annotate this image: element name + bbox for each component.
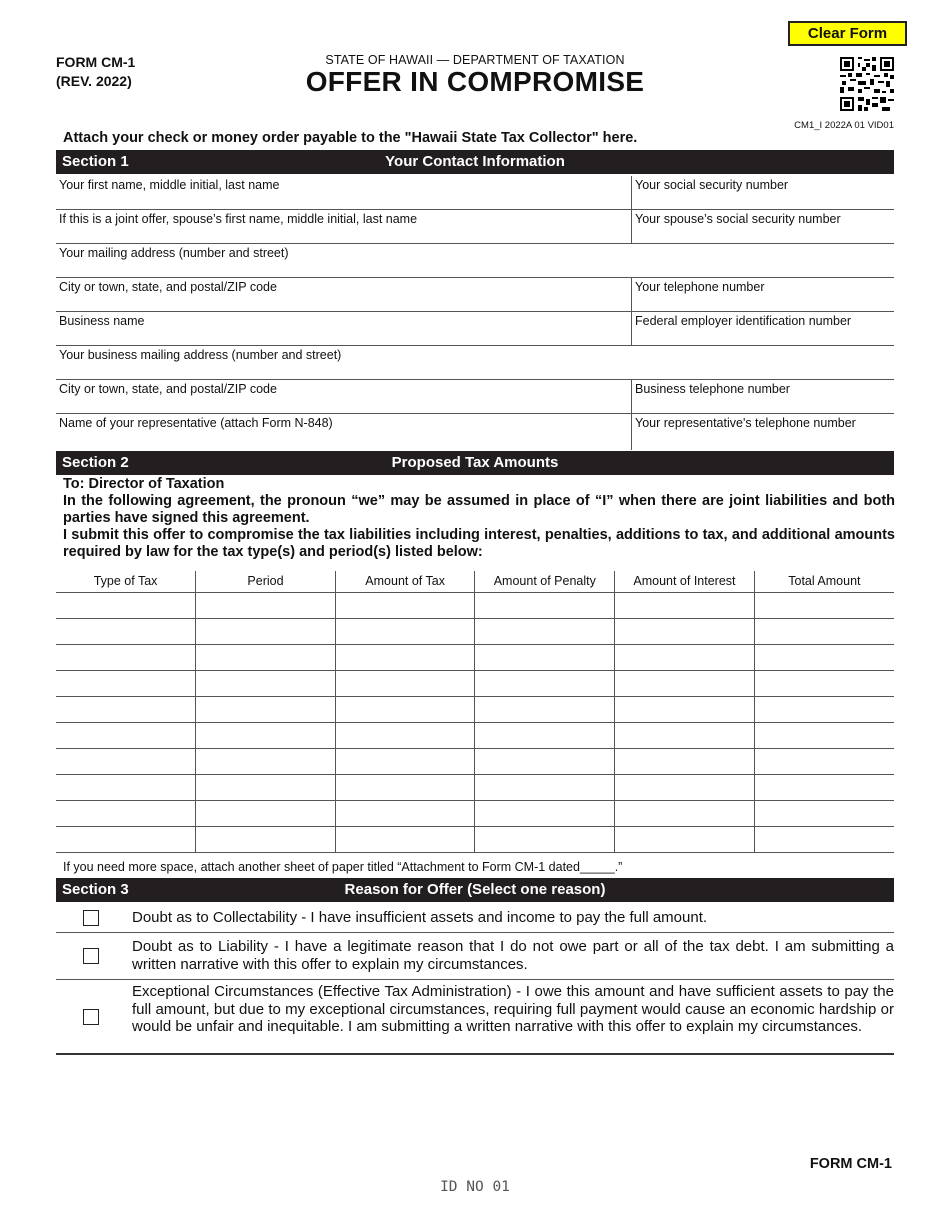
table-row (56, 774, 894, 800)
id-number: ID NO 01 (440, 1179, 510, 1195)
table-cell[interactable] (475, 618, 615, 644)
fein-field[interactable]: Federal employer identification number (631, 312, 894, 346)
clear-form-button[interactable]: Clear Form (788, 21, 907, 46)
city-state-zip-field[interactable]: City or town, state, and postal/ZIP code (56, 278, 631, 312)
table-cell[interactable] (754, 722, 894, 748)
section-3-header (56, 878, 894, 902)
first-name-input[interactable] (59, 194, 628, 208)
table-cell[interactable] (615, 670, 755, 696)
liability-text: Doubt as to Liability - I have a legitimate reason that I do not owe part or all of the tax debt. I am submitting a written narrative with this offer to explain my circumstances. (132, 938, 894, 973)
spouse-ssn-field[interactable]: Your spouse’s social security number (631, 210, 894, 244)
attach-payment-note: Attach your check or money order payable to the "Hawaii State Tax Collector" here. (63, 130, 638, 146)
table-cell[interactable] (475, 826, 615, 852)
city-state-zip-input[interactable] (59, 296, 628, 310)
table-row (56, 644, 894, 670)
table-cell[interactable] (475, 722, 615, 748)
tax-table-body (56, 592, 894, 852)
spouse-name-field[interactable]: If this is a joint offer, spouse’s first name, middle initial, last name (56, 210, 631, 244)
section-1-header (56, 150, 894, 174)
business-city-field[interactable]: City or town, state, and postal/ZIP code (56, 380, 631, 414)
business-address-field[interactable]: Your business mailing address (number and street) (56, 346, 894, 380)
contact-row-5 (56, 312, 894, 346)
reason-exceptional (56, 980, 894, 1055)
table-cell[interactable] (196, 696, 336, 722)
page-title: OFFER IN COMPROMISE (305, 66, 645, 97)
contact-row-4 (56, 278, 894, 312)
table-row (56, 670, 894, 696)
table-header-row (56, 571, 894, 592)
table-cell[interactable] (56, 774, 196, 800)
table-cell[interactable] (196, 800, 336, 826)
table-row (56, 826, 894, 852)
telephone-field[interactable]: Your telephone number (631, 278, 894, 312)
table-cell[interactable] (196, 748, 336, 774)
table-cell[interactable] (754, 696, 894, 722)
mailing-address-input[interactable] (59, 262, 891, 276)
fein-input[interactable] (635, 330, 891, 344)
ssn-input[interactable] (635, 194, 891, 208)
table-cell[interactable] (56, 826, 196, 852)
table-cell[interactable] (56, 644, 196, 670)
section-1-title: Your Contact Information (385, 153, 565, 170)
collectability-text: Doubt as to Collectability - I have insufficient assets and income to pay the full amount. (132, 909, 708, 926)
table-cell[interactable] (196, 592, 336, 618)
table-cell[interactable] (335, 800, 475, 826)
column-amount-of-penalty: Amount of Penalty (475, 571, 615, 592)
spouse-ssn-input[interactable] (635, 228, 891, 242)
table-cell[interactable] (754, 592, 894, 618)
section-3-title: Reason for Offer (Select one reason) (344, 881, 606, 898)
column-amount-of-interest: Amount of Interest (615, 571, 755, 592)
table-cell[interactable] (615, 774, 755, 800)
first-name-field[interactable]: Your first name, middle initial, last name (56, 176, 631, 210)
table-cell[interactable] (196, 670, 336, 696)
business-address-input[interactable] (59, 364, 891, 378)
representative-name-input[interactable] (59, 432, 628, 446)
table-cell[interactable] (475, 774, 615, 800)
table-cell[interactable] (335, 618, 475, 644)
contact-row-8 (56, 414, 894, 450)
table-cell[interactable] (335, 670, 475, 696)
addressee-line: To: Director of Taxation (63, 476, 225, 492)
table-cell[interactable] (475, 800, 615, 826)
table-cell[interactable] (335, 826, 475, 852)
contact-row-1 (56, 176, 894, 210)
table-cell[interactable] (335, 748, 475, 774)
table-cell[interactable] (56, 670, 196, 696)
table-cell[interactable] (754, 670, 894, 696)
section-3-number: Section 3 (62, 881, 129, 898)
table-cell[interactable] (56, 592, 196, 618)
document-code: CM1_I 2022A 01 VID01 (794, 120, 894, 131)
column-type-of-tax: Type of Tax (56, 571, 196, 592)
contact-row-3 (56, 244, 894, 278)
table-cell[interactable] (56, 618, 196, 644)
representative-telephone-input[interactable] (635, 434, 891, 448)
mailing-address-field[interactable]: Your mailing address (number and street) (56, 244, 894, 278)
business-city-input[interactable] (59, 398, 628, 412)
table-cell[interactable] (754, 774, 894, 800)
business-name-field[interactable]: Business name (56, 312, 631, 346)
column-amount-of-tax: Amount of Tax (335, 571, 475, 592)
table-cell[interactable] (196, 644, 336, 670)
qr-code-icon (840, 57, 894, 111)
department-heading: STATE OF HAWAII — DEPARTMENT OF TAXATION (325, 53, 625, 67)
form-number: FORM CM-1 (56, 54, 136, 70)
table-cell[interactable] (335, 644, 475, 670)
table-cell[interactable] (56, 722, 196, 748)
table-cell[interactable] (335, 696, 475, 722)
table-cell[interactable] (196, 722, 336, 748)
table-cell[interactable] (196, 826, 336, 852)
reason-liability (56, 933, 894, 980)
section-2-title: Proposed Tax Amounts (391, 454, 559, 471)
ssn-field[interactable]: Your social security number (631, 176, 894, 210)
table-cell[interactable] (754, 748, 894, 774)
footer-form-number: FORM CM-1 (809, 1156, 892, 1172)
column-period: Period (196, 571, 336, 592)
contact-row-7 (56, 380, 894, 414)
liability-checkbox[interactable] (83, 948, 99, 964)
exceptional-checkbox[interactable] (83, 1009, 99, 1025)
table-cell[interactable] (56, 800, 196, 826)
section-1-number: Section 1 (62, 153, 129, 170)
offer-paragraph: I submit this offer to compromise the tax liabilities including interest, penalties, additions to tax, and additional amounts required by law for the tax type(s) and period(s) listed below: (63, 527, 895, 560)
table-cell[interactable] (475, 748, 615, 774)
table-cell[interactable] (475, 670, 615, 696)
form-revision: (REV. 2022) (56, 73, 132, 89)
table-row (56, 748, 894, 774)
table-cell[interactable] (335, 592, 475, 618)
table-row (56, 696, 894, 722)
table-cell[interactable] (615, 696, 755, 722)
contact-row-6 (56, 346, 894, 380)
more-space-note: If you need more space, attach another sheet of paper titled “Attachment to Form CM-1 dated_____.” (63, 860, 623, 874)
table-cell[interactable] (615, 592, 755, 618)
section-2-number: Section 2 (62, 454, 129, 471)
pronoun-paragraph: In the following agreement, the pronoun “we” may be assumed in place of “I” when there are joint liabilities and both parties have signed this agreement. (63, 493, 895, 526)
business-telephone-field[interactable]: Business telephone number (631, 380, 894, 414)
table-cell[interactable] (196, 774, 336, 800)
reason-collectability (56, 903, 894, 933)
table-cell[interactable] (475, 696, 615, 722)
section-2-header (56, 451, 894, 475)
table-cell[interactable] (615, 748, 755, 774)
business-name-input[interactable] (59, 330, 628, 344)
tax-amounts-table (56, 571, 894, 853)
business-telephone-input[interactable] (635, 398, 891, 412)
table-row (56, 592, 894, 618)
spouse-name-input[interactable] (59, 228, 628, 242)
table-cell[interactable] (335, 722, 475, 748)
table-cell[interactable] (754, 644, 894, 670)
column-total-amount: Total Amount (754, 571, 894, 592)
table-cell[interactable] (615, 826, 755, 852)
table-cell[interactable] (754, 826, 894, 852)
table-cell[interactable] (56, 696, 196, 722)
table-cell[interactable] (56, 748, 196, 774)
table-cell[interactable] (754, 800, 894, 826)
exceptional-text: Exceptional Circumstances (Effective Tax Administration) - I owe this amount and have sufficient assets to pay the full amount, but due to my exceptional circumstances, requiring full payment would cause an economic hardship or would be unfair and inequitable. I am submitting a written narrative with this offer to explain my circumstances. (132, 983, 894, 1035)
table-cell[interactable] (754, 618, 894, 644)
representative-telephone-field[interactable]: Your representative's telephone number (631, 414, 894, 450)
table-cell[interactable] (475, 644, 615, 670)
collectability-checkbox[interactable] (83, 910, 99, 926)
agreement-text (63, 476, 895, 561)
table-cell[interactable] (615, 644, 755, 670)
representative-name-field[interactable]: Name of your representative (attach Form N-848) (56, 414, 631, 448)
table-cell[interactable] (196, 618, 336, 644)
table-cell[interactable] (335, 774, 475, 800)
table-row (56, 618, 894, 644)
table-cell[interactable] (615, 722, 755, 748)
table-cell[interactable] (615, 800, 755, 826)
table-row (56, 722, 894, 748)
table-cell[interactable] (475, 592, 615, 618)
contact-row-2 (56, 210, 894, 244)
telephone-input[interactable] (635, 296, 891, 310)
table-cell[interactable] (615, 618, 755, 644)
table-row (56, 800, 894, 826)
